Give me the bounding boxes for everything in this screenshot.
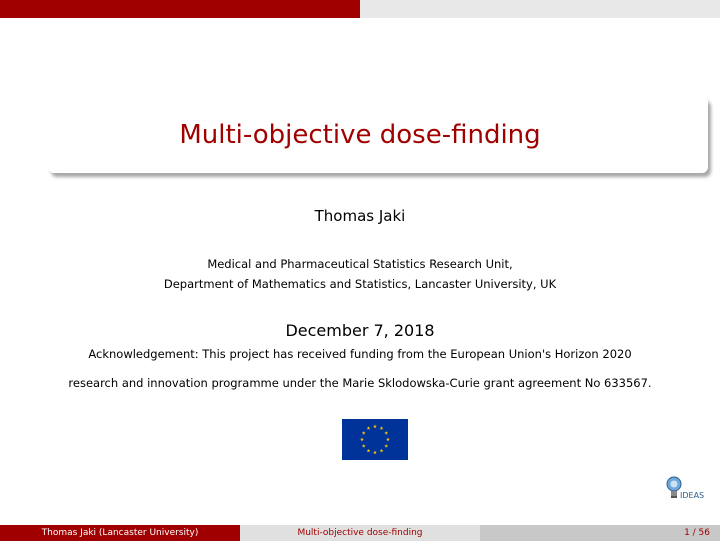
author-name: Thomas Jaki (314, 207, 406, 225)
footer-bar (0, 525, 720, 541)
footer-author-segment (0, 525, 240, 541)
eu-flag-logo (342, 419, 408, 460)
ideas-logo-text: IDEAS (680, 491, 705, 500)
footer-author: Thomas Jaki (Lancaster University) (41, 528, 199, 538)
institution-line-2: Department of Mathematics and Statistics, Lancaster University, UK (163, 277, 557, 291)
acknowledgement-line-2: research and innovation programme under the Marie Sklodowska-Curie grant agreement No 633567. (68, 376, 652, 390)
acknowledgement-line-1: Acknowledgement: This project has received funding from the European Union's Horizon 2020 (88, 347, 632, 361)
slide-title: Multi-objective dose-finding (179, 120, 541, 150)
header-bar-right (360, 0, 720, 18)
footer-page-number: 1 / 56 (684, 528, 710, 538)
institution-line-1: Medical and Pharmaceutical Statistics Research Unit, (207, 257, 513, 271)
header-bar-left (0, 0, 360, 18)
presentation-date: December 7, 2018 (285, 321, 435, 340)
footer-page-segment (480, 525, 720, 541)
ideas-logo (664, 474, 710, 504)
header-bar (0, 0, 720, 18)
footer-title: Multi-objective dose-finding (240, 525, 480, 541)
